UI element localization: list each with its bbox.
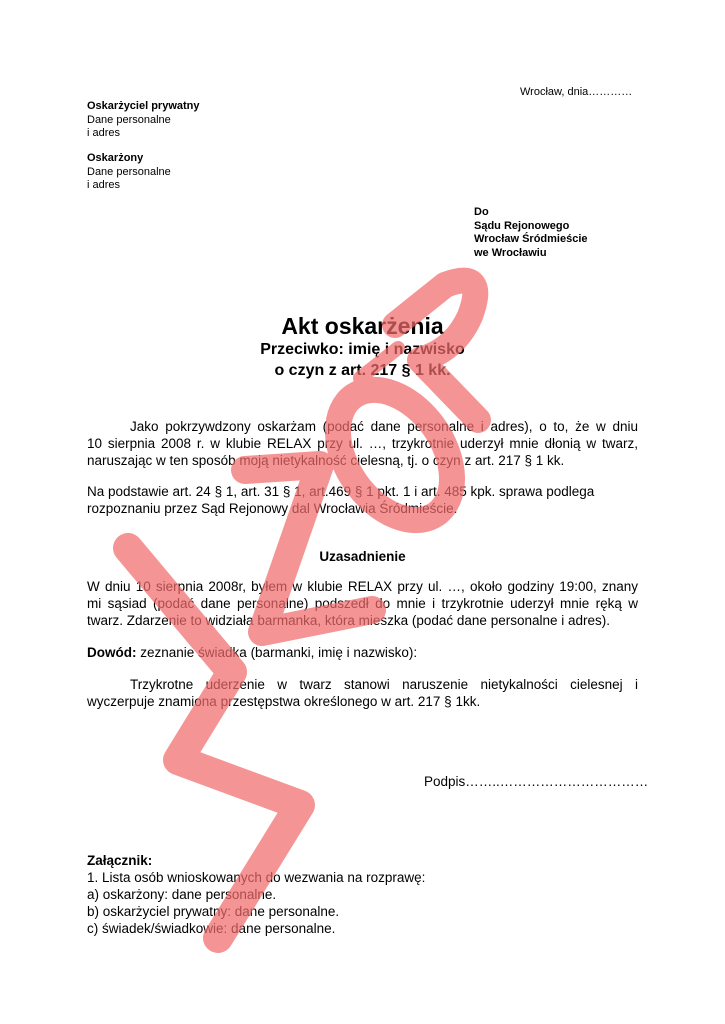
evidence-label: Dowód: bbox=[87, 645, 137, 660]
place-date: Wrocław, dnia………… bbox=[520, 86, 633, 98]
accused-title: Oskarżony bbox=[87, 152, 144, 164]
document-subtitle-2: o czyn z art. 217 § 1 kk. bbox=[274, 362, 451, 379]
attachment-line2: a) oskarżony: dane personalne. bbox=[87, 887, 277, 902]
addressee-line4: we Wrocławiu bbox=[474, 246, 547, 259]
accused-line1: Dane personalne bbox=[87, 165, 171, 178]
evidence-text: zeznanie świadka (barmanki, imię i nazwisko): bbox=[136, 645, 418, 660]
accused-line2: i adres bbox=[87, 179, 121, 191]
private-prosecutor-line2: i adres bbox=[87, 127, 121, 139]
accusation-line3: naruszając w ten sposób moją nietykalność cielesną, tj. o czyn z art. 217 § 1 kk. bbox=[87, 453, 565, 468]
private-prosecutor-block bbox=[87, 100, 200, 141]
signature-line: Podpis……..…………………………… bbox=[424, 774, 649, 789]
accusation-line2: 10 sierpnia 2008 r. w klubie RELAX przy ul. …, trzykrotnie uderzył mnie dłonią w twarz, bbox=[87, 436, 638, 451]
addressee-line1: Do bbox=[474, 206, 489, 218]
legal-basis-line1: Na podstawie art. 24 § 1, art. 31 § 1, art.469 § 1 pkt. 1 i art. 485 kpk. sprawa podlega bbox=[87, 484, 595, 499]
document-subtitle-1: Przeciwko: imię i nazwisko bbox=[260, 341, 465, 358]
attachment-line4: c) świadek/świadkowie: dane personalne. bbox=[87, 921, 336, 936]
legal-basis-line2: rozpoznaniu przez Sąd Rejonowy dal Wrocławia Śródmieście. bbox=[87, 501, 458, 516]
attachment-line3: b) oskarżyciel prywatny: dane personalne. bbox=[87, 904, 340, 919]
conclusion-line1: Trzykrotne uderzenie w twarz stanowi naruszenie nietykalności cielesnej i bbox=[130, 677, 638, 692]
justification-line2: mi sąsiad (podać dane personalne) podszedł do mnie i trzykrotnie uderzył mnie ręką w bbox=[87, 596, 638, 611]
private-prosecutor-title: Oskarżyciel prywatny bbox=[87, 100, 200, 112]
private-prosecutor-line1: Dane personalne bbox=[87, 113, 171, 126]
conclusion-line2: wyczerpuje znamiona przestępstwa określonego w art. 217 § 1kk. bbox=[87, 694, 481, 709]
accusation-line1: Jako pokrzywdzony oskarżam (podać dane personalne i adres), o to, że w dniu bbox=[130, 419, 638, 434]
justification-heading: Uzasadnienie bbox=[319, 549, 406, 564]
legal-basis-paragraph bbox=[87, 483, 638, 517]
conclusion-paragraph bbox=[87, 676, 638, 710]
document-title: Akt oskarżenia bbox=[281, 313, 444, 339]
attachment-block bbox=[87, 852, 425, 937]
accused-block bbox=[87, 152, 171, 193]
addressee-line2: Sądu Rejonowego bbox=[474, 219, 570, 232]
justification-paragraph bbox=[87, 578, 638, 629]
addressee-line3: Wrocław Śródmieście bbox=[474, 233, 588, 245]
accusation-paragraph bbox=[87, 418, 638, 469]
justification-line3: twarz. Zdarzenie to widziała barmanka, która mieszka (podać dane personalne i adres). bbox=[87, 613, 611, 628]
addressee-block bbox=[474, 206, 588, 260]
evidence-line bbox=[87, 644, 638, 661]
attachment-title: Załącznik: bbox=[87, 853, 153, 868]
attachment-line1: 1. Lista osób wnioskowanych do wezwania na rozprawę: bbox=[87, 870, 426, 885]
justification-line1: W dniu 10 sierpnia 2008r, byłem w klubie RELAX przy ul. …, około godziny 19:00, znany bbox=[87, 579, 638, 594]
